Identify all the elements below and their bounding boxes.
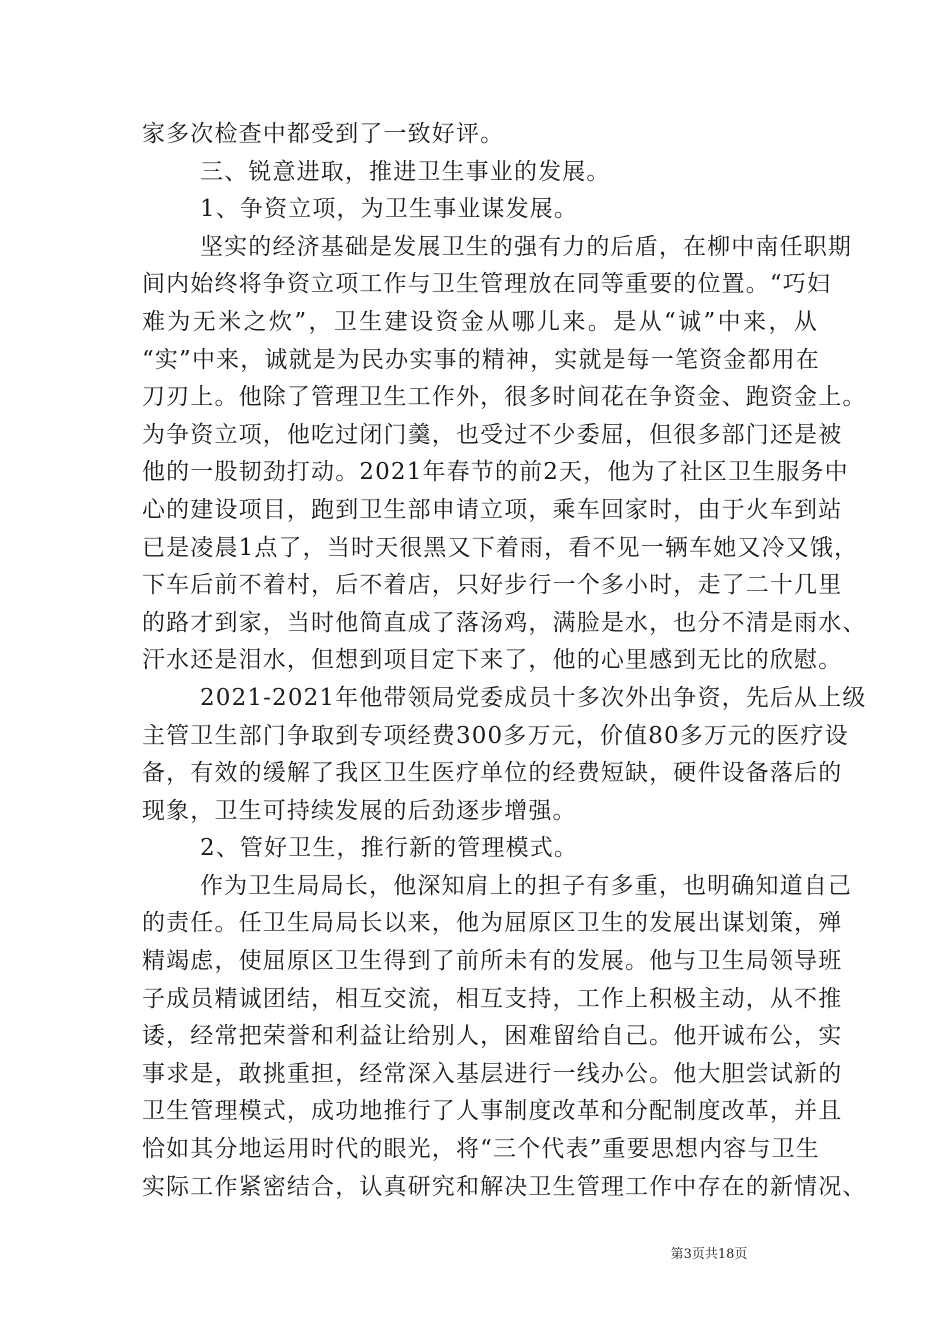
text-line: 子成员精诚团结，相互交流，相互支持，工作上积极主动，从不推: [142, 985, 843, 1012]
text-line: 精竭虑，使屈原区卫生得到了前所未有的发展。他与卫生局领导班: [142, 948, 843, 975]
text-line: 的路才到家，当时他简直成了落汤鸡，满脸是水，也分不清是雨水、: [142, 609, 867, 636]
subsection-heading: 1、争资立项，为卫生事业谋发展。: [200, 196, 579, 223]
text-line: 刀刃上。他除了管理卫生工作外，很多时间花在争资金、跑资金上。: [142, 384, 867, 411]
text-line: 已是凌晨1点了，当时天很黑又下着雨，看不见一辆车她又冷又饿，: [142, 534, 859, 561]
text-line: 家多次检查中都受到了一致好评。: [142, 121, 505, 147]
text-line: 诿，经常把荣誉和利益让给别人，困难留给自己。他开诚布公，实: [142, 1023, 843, 1050]
text-line: 心的建设项目，跑到卫生部申请立项，乘车回家时，由于火车到站: [142, 496, 843, 523]
section-heading: 三、锐意进取，推进卫生事业的发展。: [200, 158, 611, 185]
text-line: 2021-2021年他带领局党委成员十多次外出争资，先后从上级: [200, 684, 867, 711]
text-line: 现象，卫生可持续发展的后劲逐步增强。: [142, 797, 577, 824]
text-line: 为争资立项，他吃过闭门羹，也受过不少委屈，但很多部门还是被: [142, 421, 843, 448]
text-line: 卫生管理模式，成功地推行了人事制度改革和分配制度改革，并且: [142, 1098, 843, 1125]
text-line: 他的一股韧劲打动。2021年春节的前2天，他为了社区卫生服务中: [142, 459, 849, 486]
text-line: 难为无米之炊”，卫生建设资金从哪儿来。是从“诚”中来，从: [142, 308, 818, 335]
text-line: 间内始终将争资立项工作与卫生管理放在同等重要的位置。“巧妇: [142, 271, 832, 298]
text-line: 的责任。任卫生局局长以来，他为屈原区卫生的发展出谋划策，殚: [142, 910, 843, 937]
text-line: 作为卫生局局长，他深知肩上的担子有多重，也明确知道自己: [200, 872, 853, 899]
text-line: 汗水还是泪水，但想到项目定下来了，他的心里感到无比的欣慰。: [142, 647, 843, 674]
page-footer: [0, 1243, 950, 1262]
text-line: 下车后前不着村，后不着店，只好步行一个多小时，走了二十几里: [142, 572, 843, 599]
text-line: 坚实的经济基础是发展卫生的强有力的后盾，在柳中南任职期: [200, 233, 853, 260]
text-line: 实际工作紧密结合，认真研究和解决卫生管理工作中存在的新情况、: [142, 1173, 867, 1200]
text-line: “实”中来，诚就是为民办实事的精神，实就是每一笔资金都用在: [142, 346, 820, 373]
subsection-heading: 2、管好卫生，推行新的管理模式。: [200, 835, 579, 862]
text-line: 事求是，敢挑重担，经常深入基层进行一线办公。他大胆尝试新的: [142, 1060, 843, 1087]
page-number: 第3页共18页: [670, 1247, 748, 1262]
text-line: 主管卫生部门争取到专项经费300多万元，价值80多万元的医疗设: [142, 722, 849, 749]
text-line: 恰如其分地运用时代的眼光，将“三个代表”重要思想内容与卫生: [142, 1136, 820, 1163]
text-line: 备，有效的缓解了我区卫生医疗单位的经费短缺，硬件设备落后的: [142, 760, 843, 787]
body-text: [142, 116, 867, 1206]
